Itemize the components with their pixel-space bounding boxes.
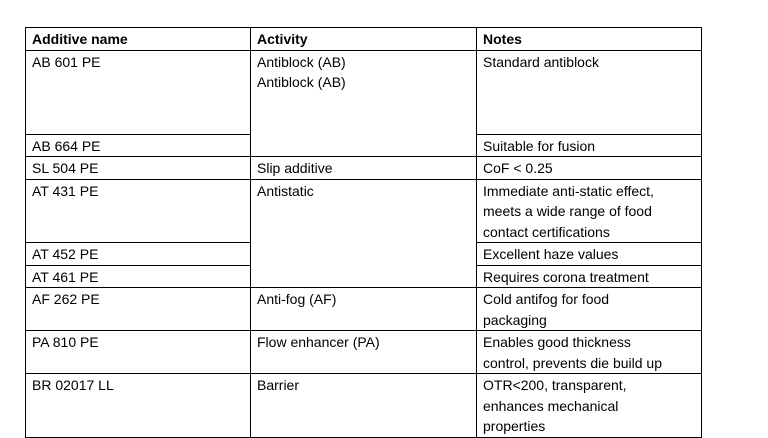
cell-notes (477, 288, 702, 331)
notes-text: enhances mechanical (483, 397, 619, 414)
cell-notes (477, 331, 702, 374)
cell-name: SL 504 PE (26, 157, 251, 180)
cell-name: AF 262 PE (26, 288, 251, 331)
notes-text: Cold antifog for food (483, 291, 610, 307)
cell-name: BR 02017 LL (26, 374, 251, 438)
cell-activity: Slip additive (251, 157, 477, 180)
table-row (26, 331, 702, 374)
header-additive-name: Additive name (26, 28, 251, 51)
notes-text: packaging (483, 311, 547, 328)
cell-name: AT 431 PE (26, 179, 251, 243)
notes-text: meets a wide range of food (483, 203, 652, 219)
cell-activity: Anti-fog (AF) (251, 288, 477, 331)
cell-notes (477, 134, 702, 157)
notes-text: properties (483, 418, 546, 434)
notes-text: Requires corona treatment (483, 268, 649, 285)
additives-table (25, 27, 702, 438)
cell-name: AB 601 PE (26, 50, 251, 134)
cell-name: PA 810 PE (26, 331, 251, 374)
notes-text: Standard antiblock (483, 53, 599, 70)
cell-activity (251, 50, 477, 157)
cell-notes (477, 243, 702, 266)
notes-text: Enables good thickness (483, 334, 631, 350)
notes-text: control, prevents die build up (483, 354, 662, 371)
cell-name: AT 461 PE (26, 265, 251, 288)
cell-notes (477, 50, 702, 134)
table-row (26, 157, 702, 180)
notes-text: OTR<200, transparent, (483, 377, 627, 393)
cell-notes (477, 374, 702, 438)
table-row (26, 288, 702, 331)
table-row (26, 374, 702, 438)
cell-name: AB 664 PE (26, 134, 251, 157)
notes-text: CoF < 0.25 (483, 160, 553, 176)
activity-text: Antiblock (AB) (257, 53, 346, 70)
table-row (26, 179, 702, 243)
table-row (26, 50, 702, 134)
header-activity: Activity (251, 28, 477, 51)
header-row (26, 28, 702, 51)
cell-activity: Barrier (251, 374, 477, 438)
notes-text: Immediate anti-static effect, (483, 182, 654, 199)
activity-text: Antiblock (AB) (257, 74, 346, 90)
cell-notes (477, 265, 702, 288)
cell-notes (477, 157, 702, 180)
notes-text: Excellent haze values (483, 246, 619, 262)
notes-text: contact certifications (483, 223, 610, 240)
header-notes: Notes (477, 28, 702, 51)
notes-text: Suitable for fusion (483, 137, 596, 154)
cell-notes (477, 179, 702, 243)
cell-activity: Antistatic (251, 179, 477, 288)
cell-name: AT 452 PE (26, 243, 251, 266)
cell-activity: Flow enhancer (PA) (251, 331, 477, 374)
